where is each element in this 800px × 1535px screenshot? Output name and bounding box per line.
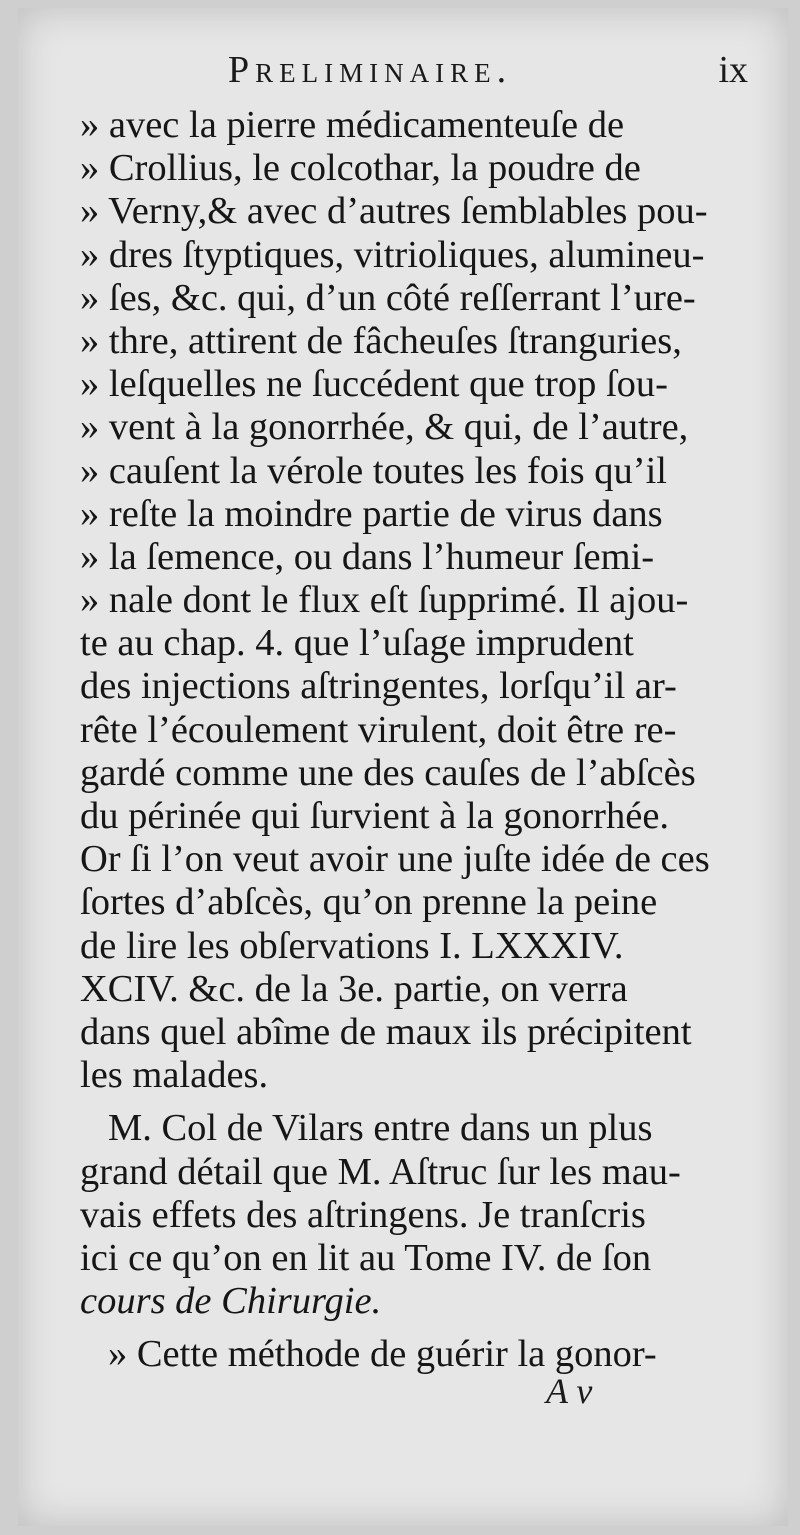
text-line: les malades. — [80, 1054, 269, 1097]
text-line: du périnée qui ſurvient à la gonorrhée. — [80, 795, 670, 837]
page-header — [68, 48, 748, 96]
text-line: rête l’écoulement virulent, doit être re- — [80, 708, 677, 751]
text-line: » avec la pierre médicamenteuſe de — [80, 104, 625, 146]
text-line: de lire les obſervations I. LXXXIV. — [80, 924, 624, 967]
text-line: M. Col de Vilars entre dans un plus — [108, 1107, 653, 1150]
text-line: Or ſi l’on veut avoir une juſte idée de ces — [80, 838, 710, 881]
text-line: grand détail que M. Aſtruc ſur les mau- — [80, 1150, 681, 1193]
signature-mark: A v — [546, 1371, 593, 1411]
text-line: » cauſent la vérole toutes les fois qu’il — [80, 449, 667, 492]
text-line: des injections aſtringentes, lorſqu’il ar- — [80, 665, 677, 708]
text-line: dans quel abîme de maux ils précipitent — [80, 1010, 692, 1053]
text-line: ici ce qu’on en lit au Tome IV. de ſon — [80, 1236, 652, 1279]
text-line: » Cette méthode de guérir la gonor- — [108, 1333, 657, 1376]
text-line: » leſquelles ne ſuccédent que trop ſou- — [80, 363, 668, 406]
running-title: Preliminaire. — [228, 49, 513, 91]
text-line: » ſes, &c. qui, d’un côté reſſerrant l’ure- — [80, 276, 696, 319]
text-line: » nale dont le flux eſt ſupprimé. Il ajou- — [80, 579, 689, 622]
text-line: te au chap. 4. que l’uſage imprudent — [80, 622, 634, 665]
text-line: XCIV. &c. de la 3e. partie, on verra — [80, 967, 628, 1010]
body-text — [80, 104, 760, 1376]
text-line: » Crollius, le colcothar, la poudre de — [80, 147, 641, 190]
text-line: » dres ſtyptiques, vitrioliques, alumineu- — [80, 233, 705, 276]
text-line: » la ſemence, ou dans l’humeur ſemi- — [80, 535, 655, 578]
text-line: vais effets des aſtringens. Je tranſcris — [80, 1193, 646, 1236]
text-line: » thre, attirent de fâcheuſes ſtranguries, — [80, 319, 682, 362]
text-line: » Verny,& avec d’autres ſemblables pou- — [80, 190, 708, 233]
text-line: ſortes d’abſcès, qu’on prenne la peine — [80, 881, 658, 924]
text-line: » reſte la moindre partie de virus dans — [80, 492, 663, 535]
text-line: gardé comme une des cauſes de l’abſcès — [80, 751, 696, 794]
text-line: cours de Chirurgie. — [80, 1280, 382, 1323]
page-number: ix — [718, 49, 748, 91]
text-line: » vent à la gonorrhée, & qui, de l’autre, — [80, 406, 689, 449]
book-page — [18, 8, 788, 1526]
